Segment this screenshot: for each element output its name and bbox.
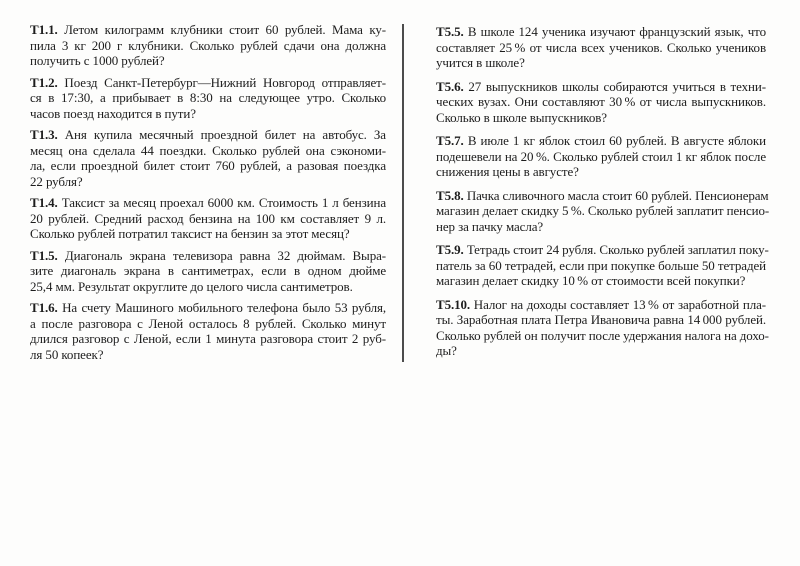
problem-item	[436, 296, 769, 359]
problem-item	[436, 187, 770, 235]
problem-line	[30, 248, 386, 264]
problem-line: ля 50 копеек?	[30, 346, 104, 362]
problem-line: ческих вузах. Они составляют 30 % от числа выпускников.	[436, 94, 766, 109]
problem-text: Летом килограмм клубники стоит 60 рублей. Мама ку-	[64, 22, 386, 37]
problem-number: Т1.6.	[30, 300, 58, 315]
problem-text: Налог на доходы составляет 13 % от заработной пла-	[473, 296, 766, 312]
problem-line: часов поезд находится в пути?	[30, 105, 196, 121]
problem-line	[30, 127, 386, 143]
problem-line	[436, 79, 766, 95]
problem-line	[436, 187, 769, 204]
problem-line: ты. Заработная плата Петра Ивановича равна 14 000 рублей.	[436, 312, 766, 327]
problem-line: зите диагональ экрана в сантиметрах, если в одном дюйме	[30, 263, 386, 278]
problem-item	[30, 127, 386, 189]
problem-line: составляет 25 % от числа всех учеников. Сколько учеников	[436, 39, 766, 55]
right-column	[436, 24, 770, 367]
problem-text: В июле 1 кг яблок стоил 60 рублей. В августе яблоки	[467, 133, 766, 148]
problem-text: Аня купила месячный проездной билет на автобус. За	[64, 127, 386, 142]
problem-item	[436, 133, 766, 180]
left-column	[30, 22, 386, 368]
problem-line: ся в 17:30, а прибывает в 8:30 на следующее утро. Сколько	[30, 90, 386, 105]
problem-line: учится в школе?	[436, 55, 525, 70]
problem-text: Диагональ экрана телевизора равна 32 дюймам. Выра-	[64, 247, 386, 263]
problem-line: пила 3 кг 200 г клубники. Сколько рублей сдачи она должна	[30, 37, 386, 53]
problem-line	[436, 242, 769, 258]
problem-line: 20 рублей. Средний расход бензина на 100 км составляет 9 л.	[30, 210, 386, 226]
problem-number: Т5.7.	[436, 133, 464, 148]
problem-number: Т1.5.	[30, 247, 58, 263]
problem-line: получить с 1000 рублей?	[30, 53, 165, 68]
problem-line: длился разговор с Леной, если 1 минута разговора стоит 2 руб-	[30, 331, 386, 346]
problem-text: Таксист за месяц проехал 6000 км. Стоимость 1 л бензина	[61, 195, 386, 210]
problem-number: Т1.1.	[30, 22, 58, 37]
problem-text: В школе 124 ученика изучают французский язык, что	[467, 24, 766, 39]
problem-line	[30, 22, 386, 38]
problem-line: Сколько в школе выпускников?	[436, 109, 607, 125]
problem-line	[30, 195, 386, 211]
problem-number: Т5.9.	[436, 242, 464, 257]
problem-line: подешевели на 20 %. Сколько рублей стоил 1 кг яблок после	[436, 148, 766, 164]
problem-number: Т5.5.	[436, 24, 464, 39]
problem-item	[436, 24, 766, 71]
problem-item	[30, 195, 386, 242]
problem-line: а после разговора с Леной осталось 8 рублей. Сколько минут	[30, 315, 386, 331]
problem-line	[436, 133, 766, 149]
problem-line	[436, 297, 766, 313]
problem-line: Сколько рублей он получит после удержания налога на дохо-	[436, 327, 769, 343]
problem-number: Т1.3.	[30, 127, 58, 142]
problem-item	[30, 75, 386, 122]
problem-line: ды?	[436, 343, 457, 358]
problem-line: месяц она сделала 44 поездки. Сколько рублей она сэкономи-	[30, 142, 386, 158]
problem-line: 25,4 мм. Результат округлите до целого числа сантиметров.	[30, 278, 353, 294]
problem-line	[436, 24, 766, 40]
problem-number: Т5.6.	[436, 78, 464, 94]
problem-item	[30, 300, 386, 362]
problem-item	[30, 22, 386, 69]
problem-item	[436, 79, 766, 126]
problem-text: Пачка сливочного масла стоит 60 рублей. Пенсионерам	[466, 187, 769, 203]
problem-number: Т5.8.	[436, 187, 464, 203]
problem-line	[30, 75, 386, 91]
problem-line	[30, 300, 386, 316]
problem-text: 27 выпускников школы собираются учиться в техни-	[468, 78, 766, 94]
problem-number: Т1.2.	[30, 74, 58, 90]
problem-item	[30, 248, 386, 295]
problem-text: На счету Машиного мобильного телефона было 53 рубля,	[62, 300, 386, 315]
problem-number: Т1.4.	[30, 195, 58, 210]
problem-line: нер за пачку масла?	[436, 218, 544, 234]
problem-line: патель за 60 тетрадей, если при покупке больше 50 тетрадей	[436, 257, 766, 273]
problem-line: магазин делает скидку 5 %. Сколько рублей заплатит пенсио-	[436, 203, 770, 218]
problem-item	[436, 242, 769, 289]
problem-line: ла, если проездной билет стоит 760 рублей, а разовая поездка	[30, 158, 386, 173]
problem-text: Поезд Санкт-Петербург—Нижний Новгород отправляет-	[64, 74, 386, 90]
problem-line: снижения цены в августе?	[436, 164, 579, 179]
problem-number: Т5.10.	[436, 296, 471, 312]
problem-line: магазин делает скидку 10 % от стоимости всей покупки?	[436, 273, 746, 288]
problem-line: 22 рубля?	[30, 173, 83, 189]
problem-text: Тетрадь стоит 24 рубля. Сколько рублей заплатил поку-	[466, 242, 769, 257]
problem-line: Сколько рублей потратил таксист на бензин за этот месяц?	[30, 226, 350, 241]
column-divider-line	[402, 24, 404, 362]
